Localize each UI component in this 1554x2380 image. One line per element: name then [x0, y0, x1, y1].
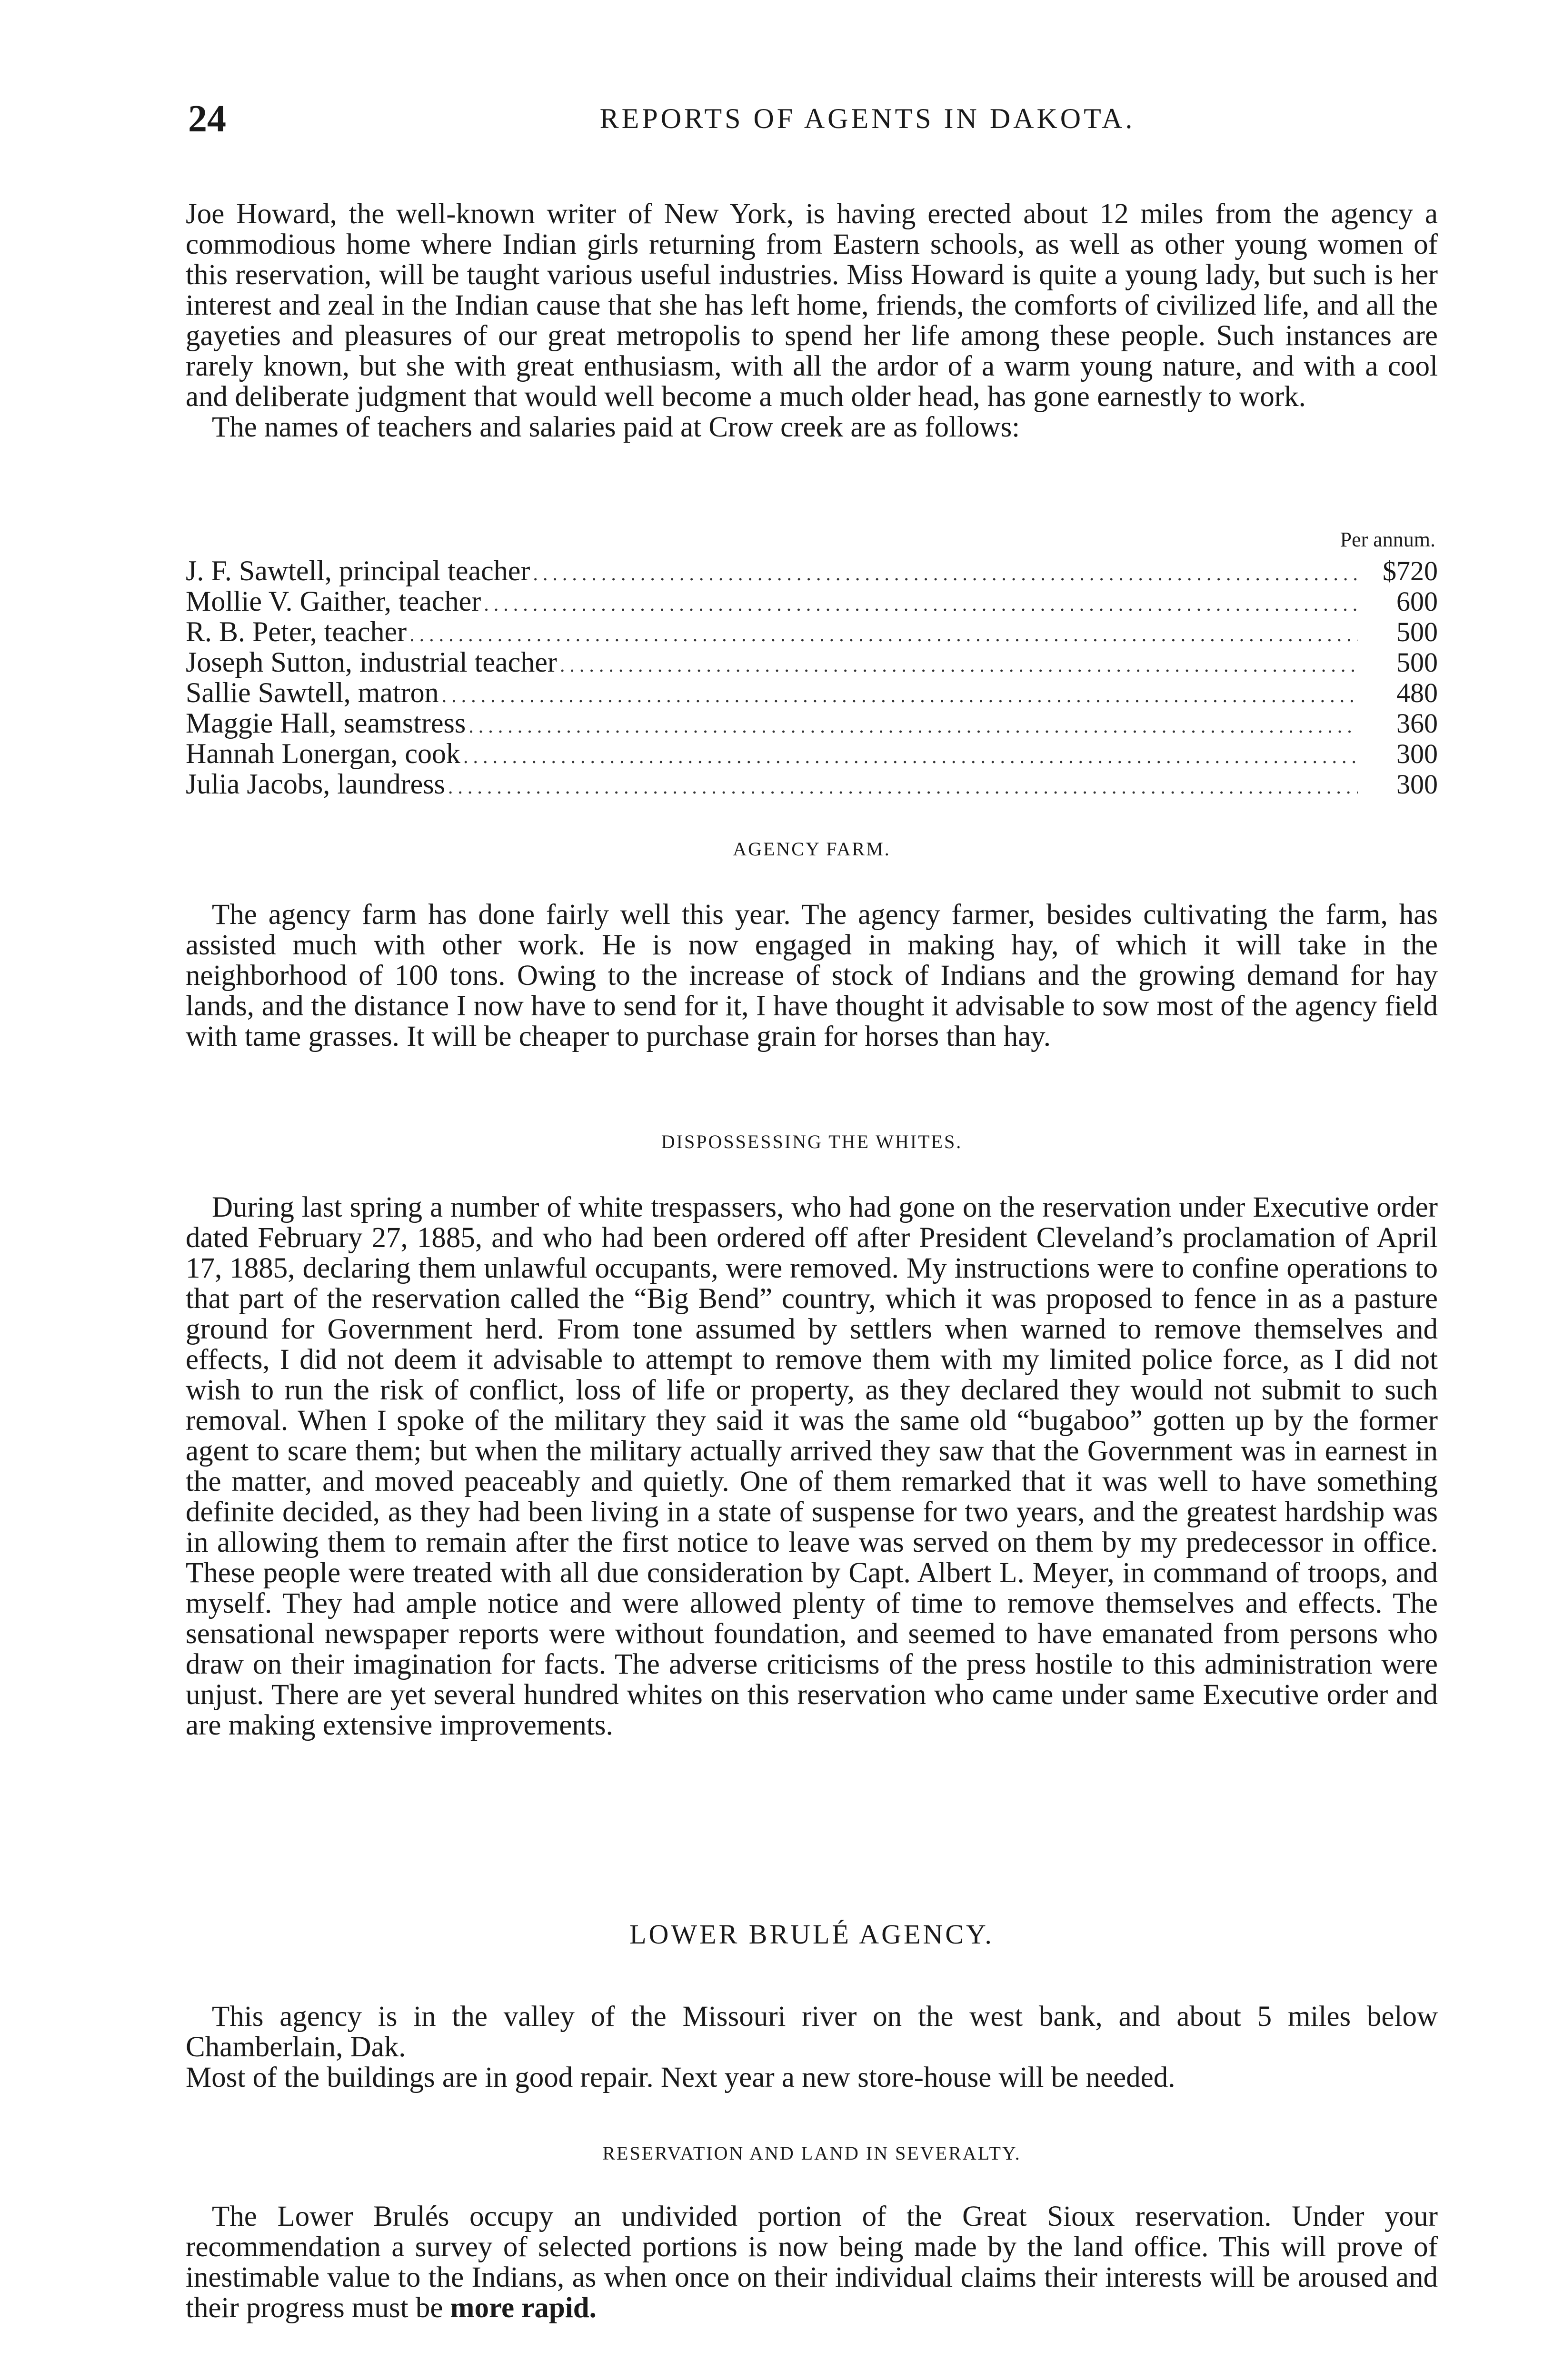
dot-leader [533, 563, 1358, 585]
employee-name: J. F. Sawtell, principal teacher [186, 555, 530, 586]
dispossessing-heading: DISPOSSESSING THE WHITES. [661, 1131, 963, 1152]
employee-name: Sallie Sawtell, matron [186, 677, 439, 708]
table-row [186, 737, 1438, 768]
table-row [186, 707, 1438, 737]
per-annum-header: Per annum. [1340, 528, 1435, 551]
table-row [186, 646, 1438, 676]
reservation-paragraph [186, 2202, 1438, 2323]
employee-salary: 500 [1396, 647, 1438, 678]
employee-name: Julia Jacobs, laundress [186, 768, 445, 800]
agency-farm-paragraph: The agency farm has done fairly well this year. The agency farmer, besides cultivating the farm, has assisted much with other work. He is now engaged in making hay, of which it will take in the neighborhood of 100 tons. Owing to the increase of stock of Indians and the growing demand for hay lands, and the distance I now have to send for it, I have thought it advisable to sow most of the agency field with tame grasses. It will be cheaper to purchase grain for horses than hay. [186, 899, 1438, 1052]
table-row [186, 676, 1438, 707]
employee-salary: 480 [1396, 677, 1438, 708]
dispossessing-section [186, 1192, 1438, 1741]
employee-salary: 360 [1396, 708, 1438, 739]
intro-section [186, 199, 1438, 443]
reservation-section [186, 2202, 1438, 2323]
dispossessing-paragraph: During last spring a number of white trespassers, who had gone on the reservation under Executive order dated February 27, 1885, and who had been ordered off after President Cleveland’s proclamation of April 17, 1885, declaring them unlawful occupants, were removed. My instructions were to confine operations to that part of the reservation called the “Big Bend” country, which it was proposed to fence in as a pasture ground for Government herd. From tone assumed by settlers when warned to remove themselves and effects, I did not deem it advisable to attempt to remove them with my limited police force, as I did not wish to run the risk of conflict, loss of life or property, as they declared they would not submit to such removal. When I spoke of the military they said it was the same old “bugaboo” gotten up by the former agent to scare them; but when the military actually arrived they saw that the Government was in earnest in the matter, and moved peaceably and quietly. One of them remarked that it was well to have something definite decided, as they had been living in a state of suspense for two years, and the greatest hardship was in allowing them to remain after the first notice to leave was served on them by my predecessor in office. These people were treated with all due consideration by Capt. Albert L. Meyer, in command of troops, and myself. They had ample notice and were allowed plenty of time to remove themselves and effects. The sensational newspaper reports were without foundation, and seemed to have emanated from persons who draw on their imagination for facts. The adverse criticisms of the press hostile to this administration were unjust. There are yet several hundred whites on this reservation who came under same Executive order and are making extensive improvements. [186, 1191, 1438, 1741]
reservation-heading: RESERVATION AND LAND IN SEVERALTY. [602, 2142, 1021, 2164]
dot-leader [409, 624, 1358, 646]
reservation-text: The Lower Brulés occupy an undivided portion of the Great Sioux reservation. Under your recommendation a survey of selected portions is now being made by the land office. This will prove of inestimable value to the Indians, as when once on their individual claims their interests will be aroused and their progress must be [186, 2201, 1438, 2324]
agency-farm-heading: AGENCY FARM. [733, 838, 891, 860]
lower-brule-paragraph-1: This agency is in the valley of the Missouri river on the west bank, and about 5 miles below Chamberlain, Dak. [186, 2001, 1438, 2063]
intro-paragraph: Joe Howard, the well-known writer of New York, is having erected about 12 miles from the agency a commodious home where Indian girls returning from Eastern schools, as well as other young women of this reservation, will be taught various useful industries. Miss Howard is quite a young lady, but such is her interest and zeal in the Indian cause that she has left home, friends, the comforts of civilized life, and all the gayeties and pleasures of our great metropolis to spend her life among these people. Such instances are rarely known, but she with great enthusiasm, with all the ardor of a warm young nature, and with a cool and deliberate judgment that would well become a much older head, has gone earnestly to work. [186, 198, 1438, 413]
dot-leader [463, 745, 1358, 768]
table-row [186, 585, 1438, 615]
dot-leader [560, 654, 1358, 677]
table-row [186, 768, 1438, 798]
dot-leader [484, 593, 1358, 616]
employee-name: Joseph Sutton, industrial teacher [186, 646, 557, 678]
employee-salary: 500 [1396, 616, 1438, 647]
table-row [186, 615, 1438, 646]
employee-name: Mollie V. Gaither, teacher [186, 585, 481, 617]
lower-brule-paragraph-2: Most of the buildings are in good repair. Next year a new store-house will be needed. [186, 2062, 1175, 2093]
employee-salary: 300 [1396, 769, 1438, 800]
employee-salary: 600 [1396, 586, 1438, 617]
dot-leader [442, 684, 1358, 707]
reservation-text-tail: more rapid. [450, 2292, 597, 2324]
employee-name: Hannah Lonergan, cook [186, 738, 461, 769]
dot-leader [468, 715, 1358, 738]
running-title: REPORTS OF AGENTS IN DAKOTA. [599, 103, 1136, 134]
page-number: 24 [188, 98, 226, 140]
salary-table [186, 527, 1438, 798]
employee-salary: $720 [1383, 555, 1438, 586]
teachers-intro: The names of teachers and salaries paid at Crow creek are as follows: [212, 411, 1020, 443]
lower-brule-section [186, 2002, 1438, 2093]
dot-leader [448, 776, 1358, 799]
agency-farm-section [186, 900, 1438, 1052]
employee-name: R. B. Peter, teacher [186, 616, 407, 647]
lower-brule-heading: LOWER BRULÉ AGENCY. [629, 1919, 994, 1950]
table-row [186, 555, 1438, 585]
employee-salary: 300 [1396, 738, 1438, 769]
employee-name: Maggie Hall, seamstress [186, 707, 466, 739]
